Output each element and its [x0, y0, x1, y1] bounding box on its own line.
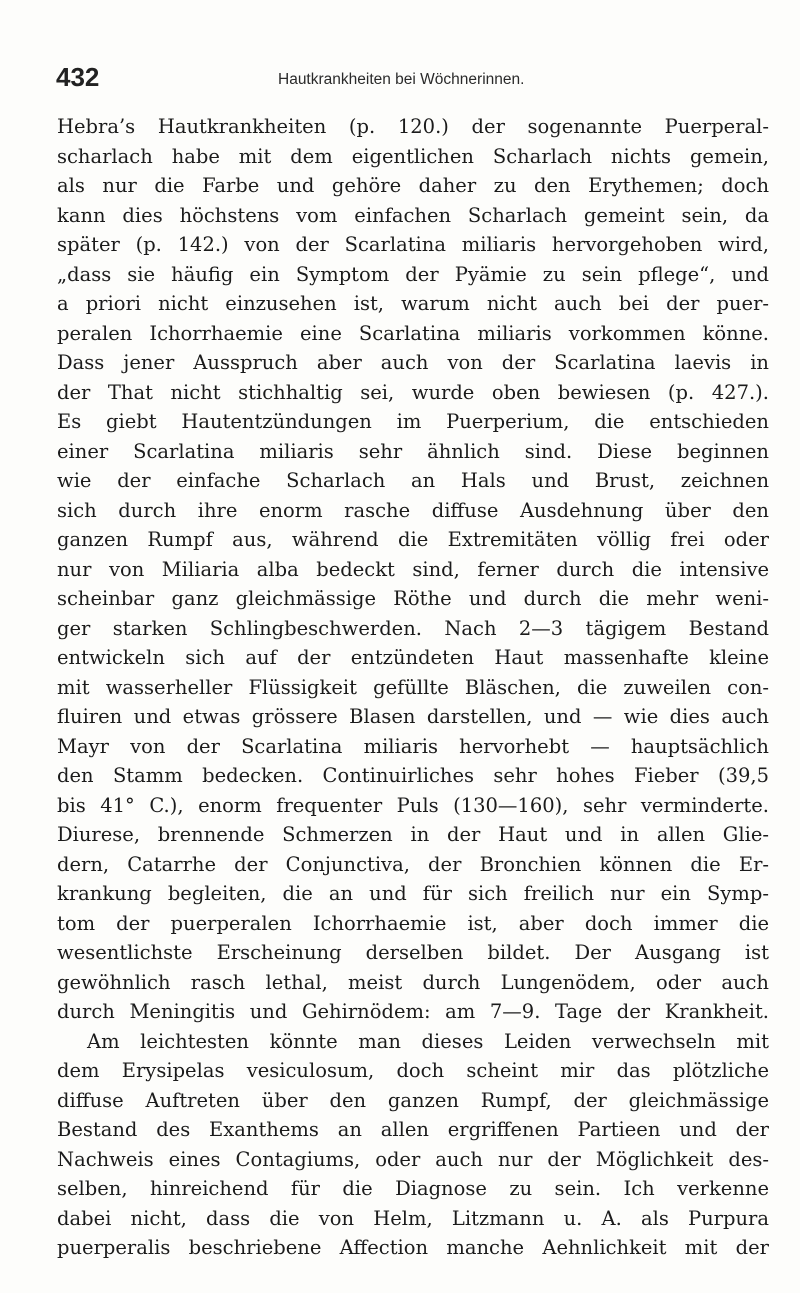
text-line: dem Erysipelas vesiculosum, doch scheint mir das plötzliche [57, 1059, 769, 1082]
text-line: Dass jener Ausspruch aber auch von der Scarlatina laevis in [57, 351, 769, 374]
text-line: mit wasserheller Flüssigkeit gefüllte Bläschen, die zuweilen con- [57, 675, 769, 699]
text-line: Bestand des Exanthems an allen ergriffenen Partieen und der [57, 1118, 769, 1141]
text-line: entwickeln sich auf der entzündeten Haut massenhafte kleine [57, 646, 769, 669]
text-line: „dass sie häufig ein Symptom der Pyämie zu sein pflege“, und [57, 262, 769, 286]
text-line: Es giebt Hautentzündungen im Puerperium, die entschieden [57, 410, 769, 433]
text-line: selben, hinreichend für die Diagnose zu sein. Ich verkenne [57, 1177, 769, 1200]
page-header [56, 62, 756, 98]
text-line: a priori nicht einzusehen ist, warum nicht auch bei der puer- [57, 292, 769, 315]
text-line: puerperalis beschriebene Affection manche Aehnlichkeit mit der [57, 1236, 769, 1259]
text-line: wie der einfache Scharlach an Hals und Brust, zeichnen [57, 469, 769, 492]
text-line: der That nicht stichhaltig sei, wurde oben bewiesen (p. 427.). [57, 380, 769, 404]
text-line: dabei nicht, dass die von Helm, Litzmann u. A. als Purpura [57, 1206, 769, 1230]
text-line: Hebra’s Hautkrankheiten (p. 120.) der sogenannte Puerperal- [57, 115, 769, 138]
text-line: einer Scarlatina miliaris sehr ähnlich sind. Diese beginnen [57, 439, 769, 463]
paragraph-first-line: Am leichtesten könnte man dieses Leiden verwechseln mit [87, 1029, 769, 1053]
text-line: diffuse Auftreten über den ganzen Rumpf, der gleichmässige [57, 1088, 769, 1112]
text-line: scharlach habe mit dem eigentlichen Scharlach nichts gemein, [57, 144, 769, 168]
text-line: dern, Catarrhe der Conjunctiva, der Bronchien können die Er- [57, 852, 769, 876]
text-line: ganzen Rumpf aus, während die Extremitäten völlig frei oder [57, 528, 769, 551]
text-line: nur von Miliaria alba bedeckt sind, ferner durch die intensive [57, 557, 769, 581]
text-line: als nur die Farbe und gehöre daher zu den Erythemen; doch [57, 174, 769, 197]
text-line: kann dies höchstens vom einfachen Scharlach gemeint sein, da [57, 203, 769, 227]
text-line: Mayr von der Scarlatina miliaris hervorhebt — hauptsächlich [57, 734, 769, 758]
text-line: später (p. 142.) von der Scarlatina miliaris hervorgehoben wird, [57, 233, 769, 256]
text-line: peralen Ichorrhaemie eine Scarlatina miliaris vorkommen könne. [57, 321, 769, 345]
text-line: Diurese, brennende Schmerzen in der Haut und in allen Glie- [57, 823, 769, 846]
text-line: tom der puerperalen Ichorrhaemie ist, aber doch immer die [57, 911, 769, 935]
text-line: gewöhnlich rasch lethal, meist durch Lungenödem, oder auch [57, 970, 769, 994]
text-line: ger starken Schlingbeschwerden. Nach 2—3 tägigem Bestand [57, 616, 769, 640]
text-line: bis 41° C.), enorm frequenter Puls (130—160), sehr verminderte. [57, 793, 769, 817]
page-number: 432 [56, 62, 100, 92]
text-line: den Stamm bedecken. Continuirliches sehr hohes Fieber (39,5 [57, 764, 769, 787]
text-line: krankung begleiten, die an und für sich freilich nur ein Symp- [57, 882, 769, 905]
text-line: Nachweis eines Contagiums, oder auch nur der Möglichkeit des- [57, 1147, 769, 1171]
running-title: Hautkrankheiten bei Wöchnerinnen. [278, 71, 525, 88]
text-line: scheinbar ganz gleichmässige Röthe und durch die mehr weni- [57, 587, 769, 610]
text-line: sich durch ihre enorm rasche diffuse Ausdehnung über den [57, 498, 769, 522]
text-line: wesentlichste Erscheinung derselben bildet. Der Ausgang ist [57, 941, 769, 964]
text-line: fluiren und etwas grössere Blasen darstellen, und — wie dies auch [57, 705, 769, 728]
text-line: durch Meningitis und Gehirnödem: am 7—9. Tage der Krankheit. [57, 1000, 769, 1023]
body-text [57, 112, 769, 1263]
